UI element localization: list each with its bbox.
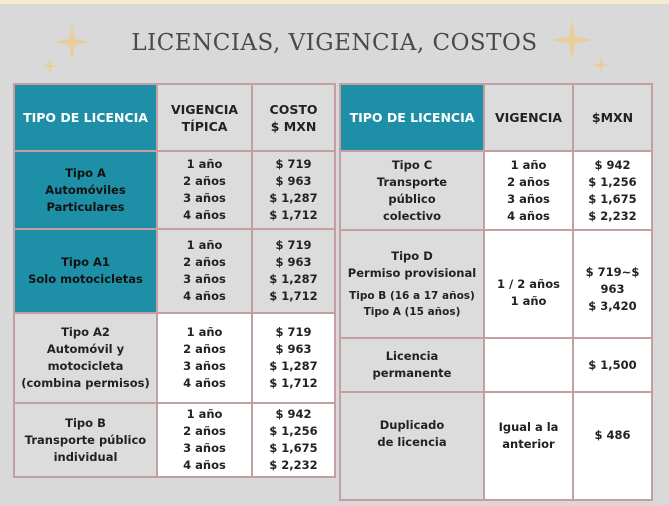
validity-cell: 1 año 2 años 3 años 4 años [157,151,252,229]
table-header-row [340,84,652,151]
cost-cell: $ 719 $ 963 $ 1,287 $ 1,712 [252,151,335,229]
table-row [14,313,335,403]
cost-cell: $ 719 $ 963 $ 1,287 $ 1,712 [252,313,335,403]
sparkle-icon [592,56,610,74]
license-type-cell [340,230,484,338]
top-accent-bar [0,0,669,4]
table-row [14,229,335,313]
page-title: LICENCIAS, VIGENCIA, COSTOS [131,30,538,56]
tipo-d-subtypes: Tipo B (16 a 17 años) Tipo A (15 años) [349,290,475,318]
license-type-cell: Duplicado de licencia [340,392,484,500]
validity-cell: 1 año 2 años 3 años 4 años [157,403,252,477]
table-row [14,151,335,229]
license-type-cell: Licencia permanente [340,338,484,392]
header-vigencia: VIGENCIA [484,84,573,151]
header-vigencia: VIGENCIA TÍPICA [157,84,252,151]
table-row [14,403,335,477]
cost-cell: $ 719 $ 963 $ 1,287 $ 1,712 [252,229,335,313]
validity-cell: Igual a la anterior [484,392,573,500]
table-header-row [14,84,335,151]
table-row [340,338,652,392]
header-costo: COSTO $ MXN [252,84,335,151]
license-type-cell: Tipo A Automóviles Particulares [14,151,157,229]
license-type-cell: Tipo B Transporte público individual [14,403,157,477]
validity-cell [484,338,573,392]
license-type-cell: Tipo A2 Automóvil y motocicleta (combina permisos) [14,313,157,403]
header-tipo-licencia: TIPO DE LICENCIA [14,84,157,151]
validity-cell [484,230,573,338]
cost-cell: $ 486 [573,392,652,500]
right-license-table [339,83,653,501]
cost-cell: $ 942 $ 1,256 $ 1,675 $ 2,232 [252,403,335,477]
sparkle-icon [42,58,58,74]
table-row [340,392,652,500]
tipo-d-title: Tipo D Permiso provisional [347,249,477,280]
validity-cell: 1 año 2 años 3 años 4 años [484,151,573,230]
validity-cell: 1 año 2 años 3 años 4 años [157,313,252,403]
validity-cell: 1 año 2 años 3 años 4 años [157,229,252,313]
tipo-d-costs: $ 719~$ 963 $ 3,420 [585,264,640,313]
cost-cell [573,230,652,338]
license-type-cell: Tipo A1 Solo motocicletas [14,229,157,313]
cost-cell: $ 942 $ 1,256 $ 1,675 $ 2,232 [573,151,652,230]
table-row [340,151,652,230]
cost-cell: $ 1,500 [573,338,652,392]
license-type-cell: Tipo C Transporte público colectivo [340,151,484,230]
header-tipo-licencia: TIPO DE LICENCIA [340,84,484,151]
table-row [340,230,652,338]
left-license-table [13,83,336,478]
tipo-d-periods: 1 / 2 años 1 año [497,277,560,308]
header-mxn: $MXN [573,84,652,151]
